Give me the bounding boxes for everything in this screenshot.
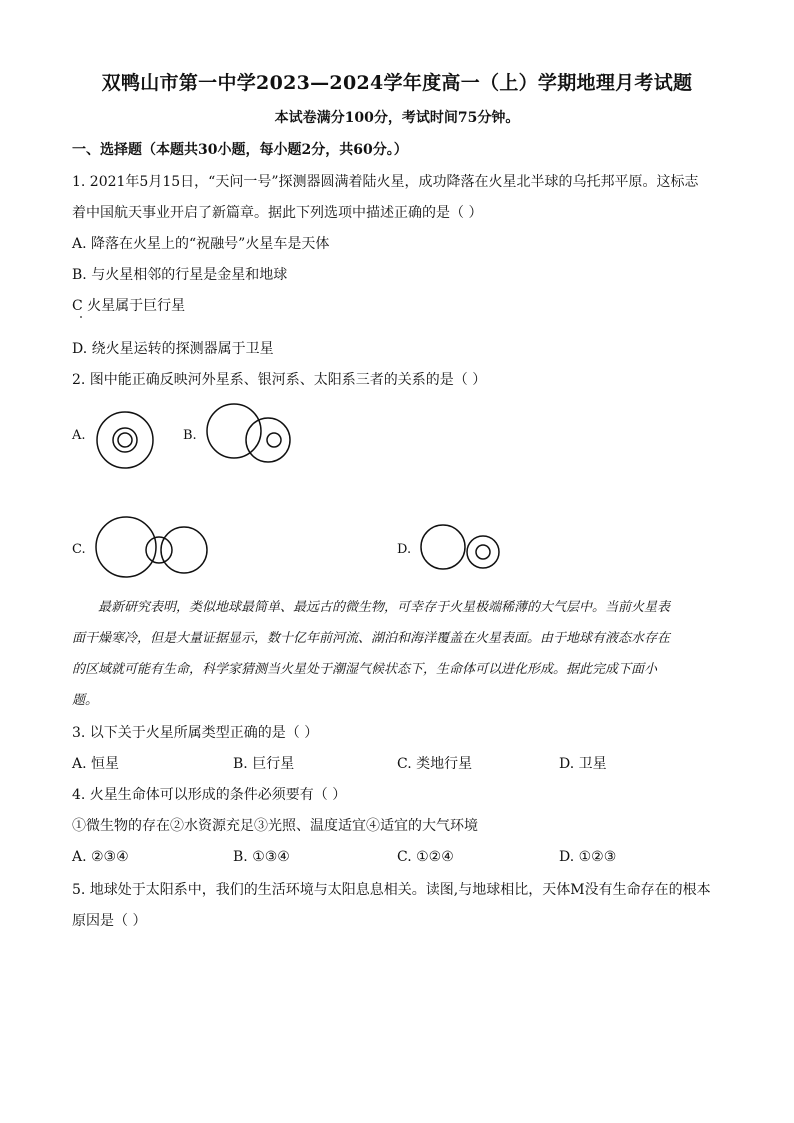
q5-stem-line1: 5. 地球处于太阳系中，我们的生活环境与太阳息息相关。读图,与地球相比，天体M没有生命存在的根本 (72, 882, 711, 898)
q1-option-d: D. 绕火星运转的探测器属于卫星 (72, 341, 274, 357)
q2-figure-b (204, 403, 304, 465)
q4-option-b: B. ①③④ (233, 849, 290, 865)
q4-option-d: D. ①②③ (559, 849, 617, 865)
q1-option-b: B. 与火星相邻的行星是金星和地球 (72, 267, 288, 283)
exam-subtitle: 本试卷满分100分，考试时间75分钟。 (274, 110, 520, 126)
figure-d-medium-circle (467, 536, 499, 568)
figure-a-middle-circle (113, 428, 137, 452)
q3-option-d: D. 卫星 (559, 756, 607, 772)
reading-passage (72, 592, 722, 716)
figure-d-small-circle (476, 545, 490, 559)
q3-option-c: C. 类地行星 (397, 756, 473, 772)
q1-option-a: A. 降落在火星上的“祝融号”火星车是天体 (72, 236, 330, 252)
section-heading: 一、选择题（本题共30小题，每小题2分，共60分。） (72, 142, 408, 158)
q4-option-c: C. ①②④ (397, 849, 454, 865)
q2-figure-d (419, 523, 504, 573)
passage-line-4: 题。 (72, 693, 99, 708)
passage-line-2: 面干燥寒冷，但是大量证据显示，数十亿年前河流、湖泊和海洋覆盖在火星表面。由于地球有液态水存在 (72, 631, 671, 646)
q2-label-a: A. (72, 428, 86, 443)
figure-c-center-circle (146, 537, 172, 563)
passage-line-3: 的区域就可能有生命，科学家猜测当火星处于潮湿气候状态下，生命体可以进化形成。据此完成下面小 (72, 662, 658, 677)
figure-b-medium-circle (246, 418, 290, 462)
q1-stem-line1: 1. 2021年5月15日，“天问一号”探测器圆满着陆火星，成功降落在火星北半球的乌托邦平原。这标志 (72, 174, 699, 190)
q4-option-a: A. ②③④ (72, 849, 129, 865)
stray-dot (80, 316, 82, 318)
q4-conditions: ①微生物的存在②水资源充足③光照、温度适宜④适宜的大气环境 (72, 818, 478, 834)
q3-option-a: A. 恒星 (72, 756, 120, 772)
figure-a-inner-circle (118, 433, 132, 447)
q1-stem-line2: 着中国航天事业开启了新篇章。据此下列选项中描述正确的是（ ） (72, 205, 483, 221)
figure-a-outer-circle (97, 412, 153, 468)
passage-line-1: 最新研究表明，类似地球最简单、最远古的微生物，可幸存于火星极端稀薄的大气层中。当前火星表 (98, 600, 671, 615)
q3-stem: 3. 以下关于火星所属类型正确的是（ ） (72, 725, 319, 741)
q5-stem-line2: 原因是（ ） (72, 913, 147, 929)
q2-stem: 2. 图中能正确反映河外星系、银河系、太阳系三者的关系的是（ ） (72, 372, 487, 388)
q1-option-c: C 火星属于巨行星 (72, 298, 186, 314)
q2-figure-c (94, 515, 214, 581)
exam-title: 双鸭山市第一中学2023—2024学年度高一（上）学期地理月考试题 (101, 72, 693, 94)
figure-d-large-circle (421, 525, 465, 569)
q2-label-b: B. (183, 428, 197, 443)
q4-stem: 4. 火星生命体可以形成的条件必须要有（ ） (72, 787, 347, 803)
figure-c-right-circle (161, 527, 207, 573)
q3-option-b: B. 巨行星 (233, 756, 295, 772)
q2-figure-a (95, 410, 155, 470)
figure-b-large-circle (207, 404, 261, 458)
figure-b-small-circle (267, 433, 281, 447)
q2-label-c: C. (72, 542, 86, 557)
q2-label-d: D. (397, 542, 412, 557)
